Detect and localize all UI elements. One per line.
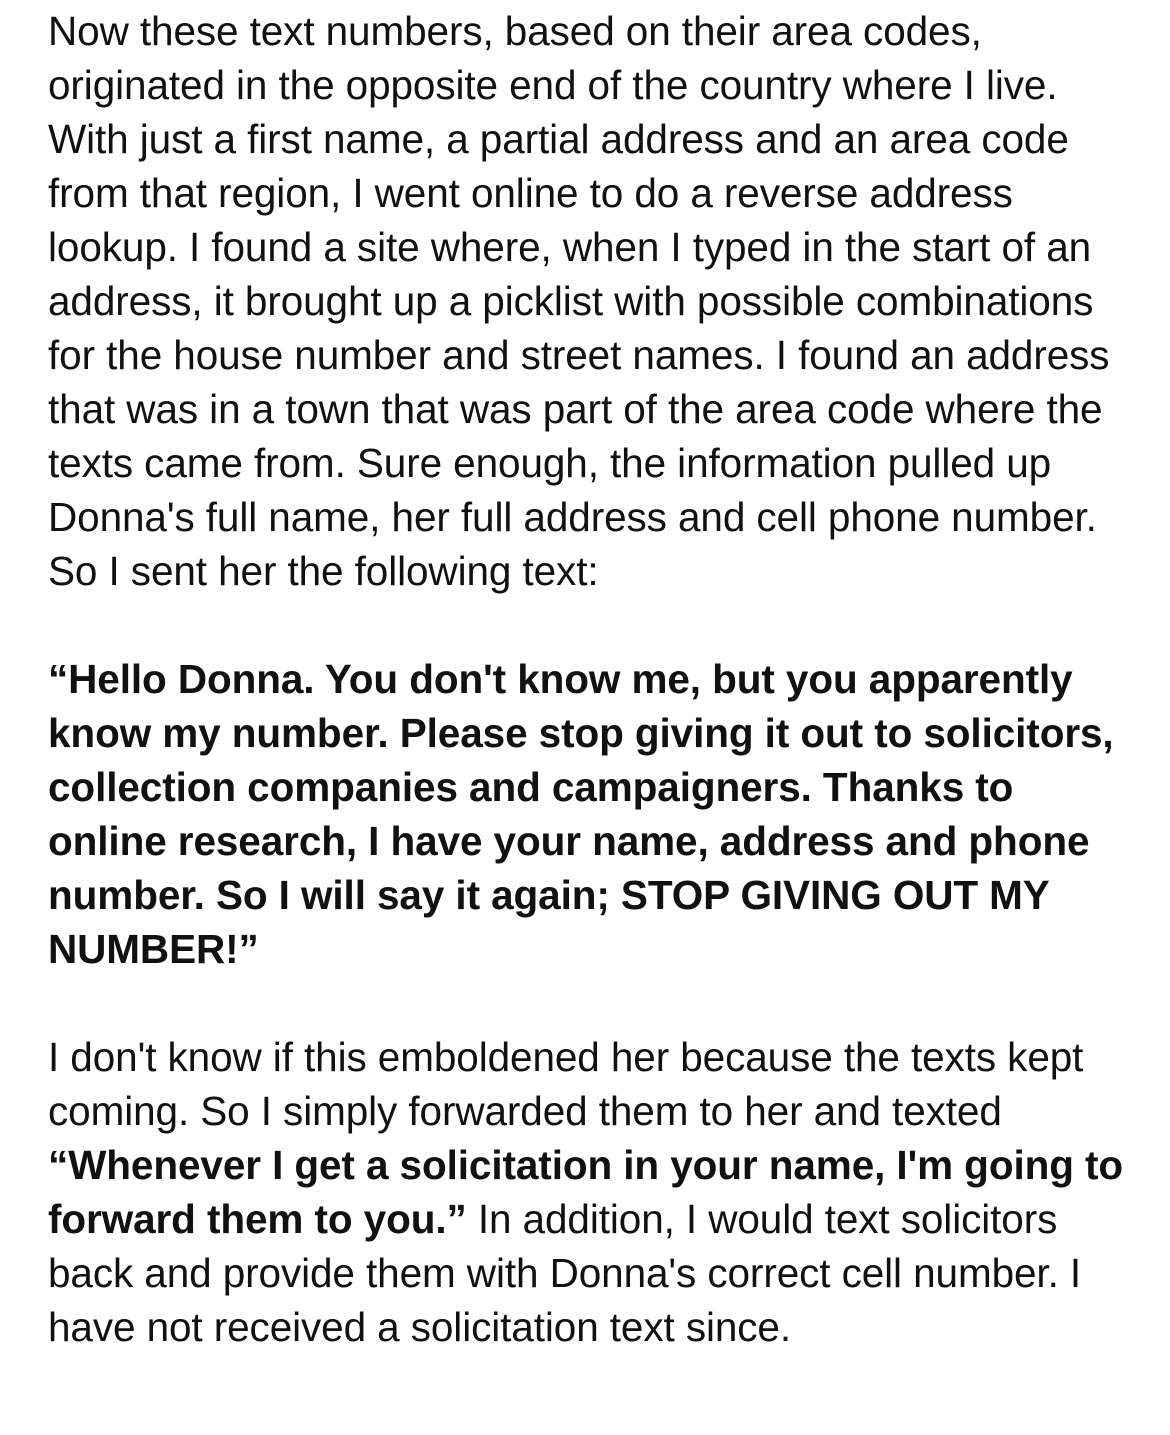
outcome-text-end: In addition, I would text solicitors back and provide them with Donna's correct cell number. I have not received a solicitation text since. xyxy=(48,1196,1082,1350)
paragraph-quoted-text-message: “Hello Donna. You don't know me, but you apparently know my number. Please stop giving it out to solicitors, collection companies and campaigners. Thanks to online research, I have your name, address and phone number. So I will say it again; STOP GIVING OUT MY NUMBER!” xyxy=(48,656,1114,972)
outcome-text-start: I don't know if this emboldened her because the texts kept coming. So I simply forwarded them to her and texted xyxy=(48,1034,1084,1134)
paragraph-outcome xyxy=(48,1030,1138,1354)
outcome-quoted-text: “Whenever I get a solicitation in your name, I'm going to forward them to you.” xyxy=(48,1142,1124,1242)
document-body xyxy=(48,4,1138,1354)
paragraph-lookup-story: Now these text numbers, based on their area codes, originated in the opposite end of the country where I live. With just a first name, a partial address and an area code from that region, I went online to do a reverse address lookup. I found a site where, when I typed in the start of an address, it brought up a picklist with possible combinations for the house number and street names. I found an address that was in a town that was part of the area code where the texts came from. Sure enough, the information pulled up Donna's full name, her full address and cell phone number. So I sent her the following text: xyxy=(48,8,1110,594)
